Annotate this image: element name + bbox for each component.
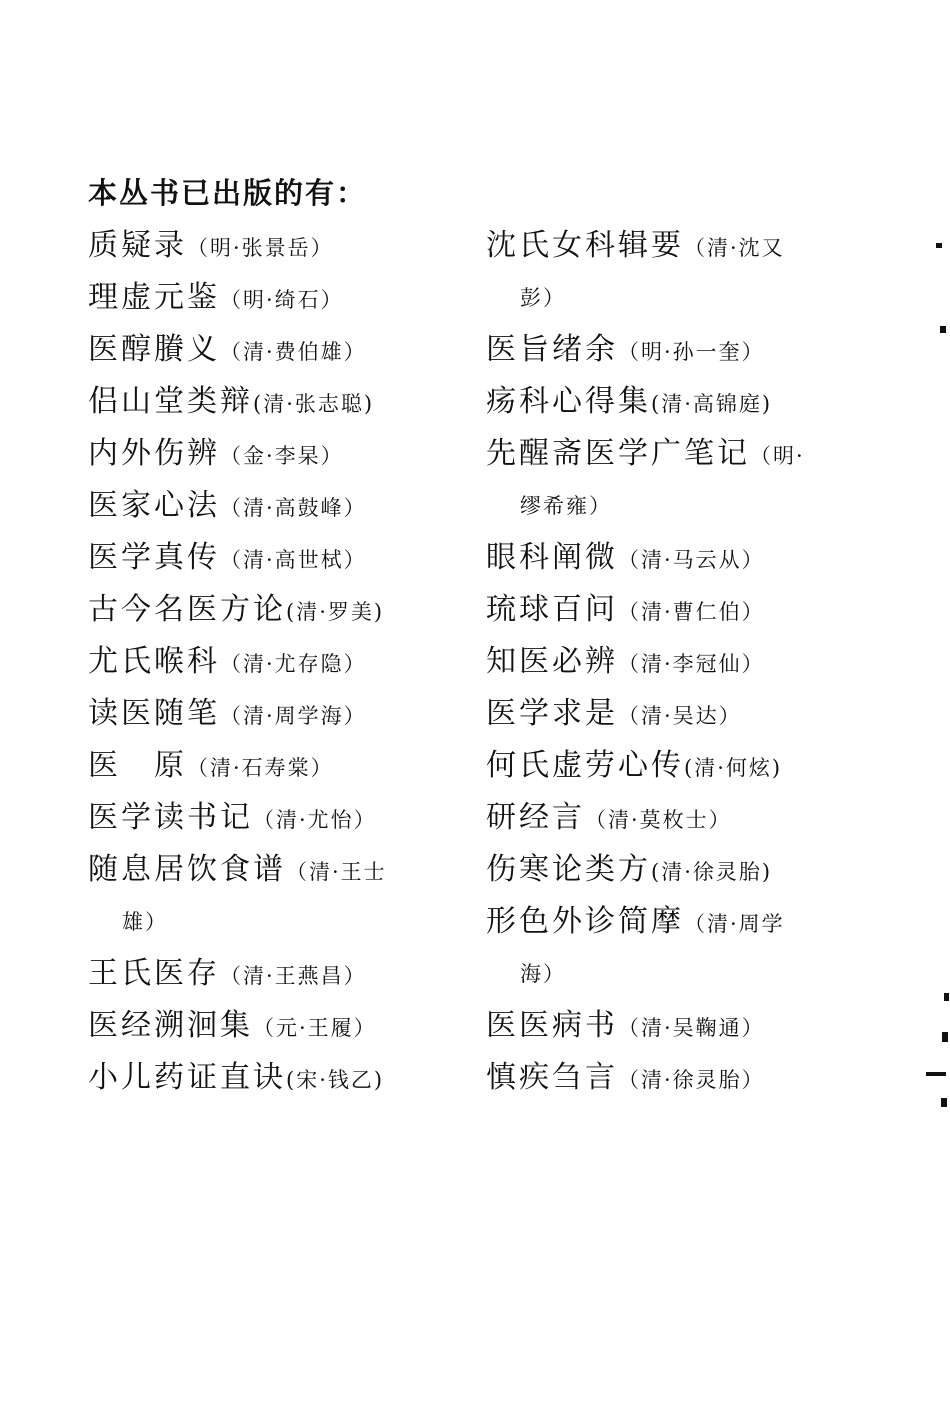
- list-item: [88, 948, 446, 1000]
- scan-speck: [944, 993, 949, 1001]
- list-item: [486, 532, 838, 584]
- list-item: [88, 792, 446, 844]
- book-author: （清·吴鞠通）: [618, 1016, 765, 1040]
- book-title: 琉球百问: [486, 592, 618, 627]
- scan-speck: [940, 326, 946, 333]
- list-item: [88, 1052, 446, 1104]
- book-author: （清·高世栻）: [220, 548, 367, 572]
- book-author: （清·王燕昌）: [220, 964, 367, 988]
- book-title: 质疑录: [88, 228, 187, 263]
- book-title: 内外伤辨: [88, 436, 220, 471]
- book-title: 研经言: [486, 800, 585, 835]
- book-author: （清·周学: [684, 912, 785, 936]
- book-title: 形色外诊简摩: [486, 904, 684, 939]
- list-item: [88, 532, 446, 584]
- book-title: 理虚元鉴: [88, 280, 220, 315]
- list-item: [88, 636, 446, 688]
- list-item: [486, 376, 838, 428]
- list-item: [486, 324, 838, 376]
- book-title: 医学真传: [88, 540, 220, 575]
- list-item: [486, 740, 838, 792]
- scan-speck: [926, 1072, 946, 1076]
- list-item: [88, 584, 446, 636]
- book-title: 沈氏女科辑要: [486, 228, 684, 263]
- book-author: （清·高鼓峰）: [220, 496, 367, 520]
- list-item-continuation: 雄）: [122, 910, 168, 934]
- list-item: [88, 480, 446, 532]
- book-title: 医家心法: [88, 488, 220, 523]
- list-item: [88, 688, 446, 740]
- list-item: [88, 428, 446, 480]
- book-author: （明·绮石）: [220, 288, 344, 312]
- book-title: 读医随笔: [88, 696, 220, 731]
- book-author: (清·何炫): [684, 756, 783, 780]
- book-author: （清·莫枚士）: [585, 808, 732, 832]
- list-item: [88, 740, 446, 792]
- list-item-continuation: 缪希雍）: [520, 494, 612, 518]
- book-author: (清·罗美): [286, 600, 385, 624]
- list-item: [486, 220, 838, 272]
- book-author: （清·王士: [286, 860, 387, 884]
- list-item: [88, 1000, 446, 1052]
- book-title: 疡科心得集: [486, 384, 651, 419]
- book-title: 尤氏喉科: [88, 644, 220, 679]
- book-author: （清·徐灵胎）: [618, 1068, 765, 1092]
- list-item: [486, 844, 838, 896]
- scan-speck: [942, 1032, 948, 1042]
- book-title: 古今名医方论: [88, 592, 286, 627]
- book-author: （清·费伯雄）: [220, 340, 367, 364]
- book-title: 医学求是: [486, 696, 618, 731]
- book-author: （明·: [750, 444, 805, 468]
- book-title: 随息居饮食谱: [88, 852, 286, 887]
- book-title: 医 原: [88, 748, 187, 783]
- list-item-continuation: 海）: [520, 962, 566, 986]
- list-item: [486, 1052, 838, 1104]
- list-item: [486, 792, 838, 844]
- book-author: （清·马云从）: [618, 548, 765, 572]
- list-item: [486, 1000, 838, 1052]
- book-author: （清·周学海）: [220, 704, 367, 728]
- list-item: [486, 896, 838, 948]
- book-author: （元·王履）: [253, 1016, 377, 1040]
- book-author: (宋·钱乙): [286, 1068, 385, 1092]
- book-title: 伤寒论类方: [486, 852, 651, 887]
- book-author: （清·吴达）: [618, 704, 742, 728]
- book-author: （清·曹仁伯）: [618, 600, 765, 624]
- scan-speck: [936, 243, 942, 248]
- list-item: [486, 584, 838, 636]
- book-title: 何氏虚劳心传: [486, 748, 684, 783]
- book-author: （清·尤存隐）: [220, 652, 367, 676]
- book-title: 医经溯洄集: [88, 1008, 253, 1043]
- book-title: 侣山堂类辩: [88, 384, 253, 419]
- book-title: 知医必辨: [486, 644, 618, 679]
- book-title: 王氏医存: [88, 956, 220, 991]
- book-author: （清·沈又: [684, 236, 785, 260]
- book-author: （明·孙一奎）: [618, 340, 765, 364]
- book-title: 先醒斋医学广笔记: [486, 436, 750, 471]
- book-title: 小儿药证直诀: [88, 1060, 286, 1095]
- book-author: （清·石寿棠）: [187, 756, 334, 780]
- list-item: [486, 428, 838, 480]
- list-item-continuation: 彭）: [520, 286, 566, 310]
- list-item: [88, 844, 446, 896]
- book-title: 慎疾刍言: [486, 1060, 618, 1095]
- book-title: 医旨绪余: [486, 332, 618, 367]
- scan-speck: [941, 1098, 947, 1107]
- list-item: [486, 688, 838, 740]
- book-author: （金·李杲）: [220, 444, 344, 468]
- book-author: (清·徐灵胎): [651, 860, 773, 884]
- book-title: 医醇賸义: [88, 332, 220, 367]
- list-heading: 本丛书已出版的有：: [88, 176, 368, 210]
- list-item: [88, 272, 446, 324]
- book-author: （清·尤怡）: [253, 808, 377, 832]
- book-title: 眼科阐微: [486, 540, 618, 575]
- list-item: [88, 376, 446, 428]
- book-author: （明·张景岳）: [187, 236, 334, 260]
- book-title: 医医病书: [486, 1008, 618, 1043]
- right-column-list: [486, 220, 838, 1104]
- book-title: 医学读书记: [88, 800, 253, 835]
- list-item: [486, 636, 838, 688]
- book-author: (清·高锦庭): [651, 392, 773, 416]
- list-item: [88, 324, 446, 376]
- list-item: [88, 220, 446, 272]
- book-author: (清·张志聪): [253, 392, 375, 416]
- left-column-list: [88, 220, 446, 1104]
- book-author: （清·李冠仙）: [618, 652, 765, 676]
